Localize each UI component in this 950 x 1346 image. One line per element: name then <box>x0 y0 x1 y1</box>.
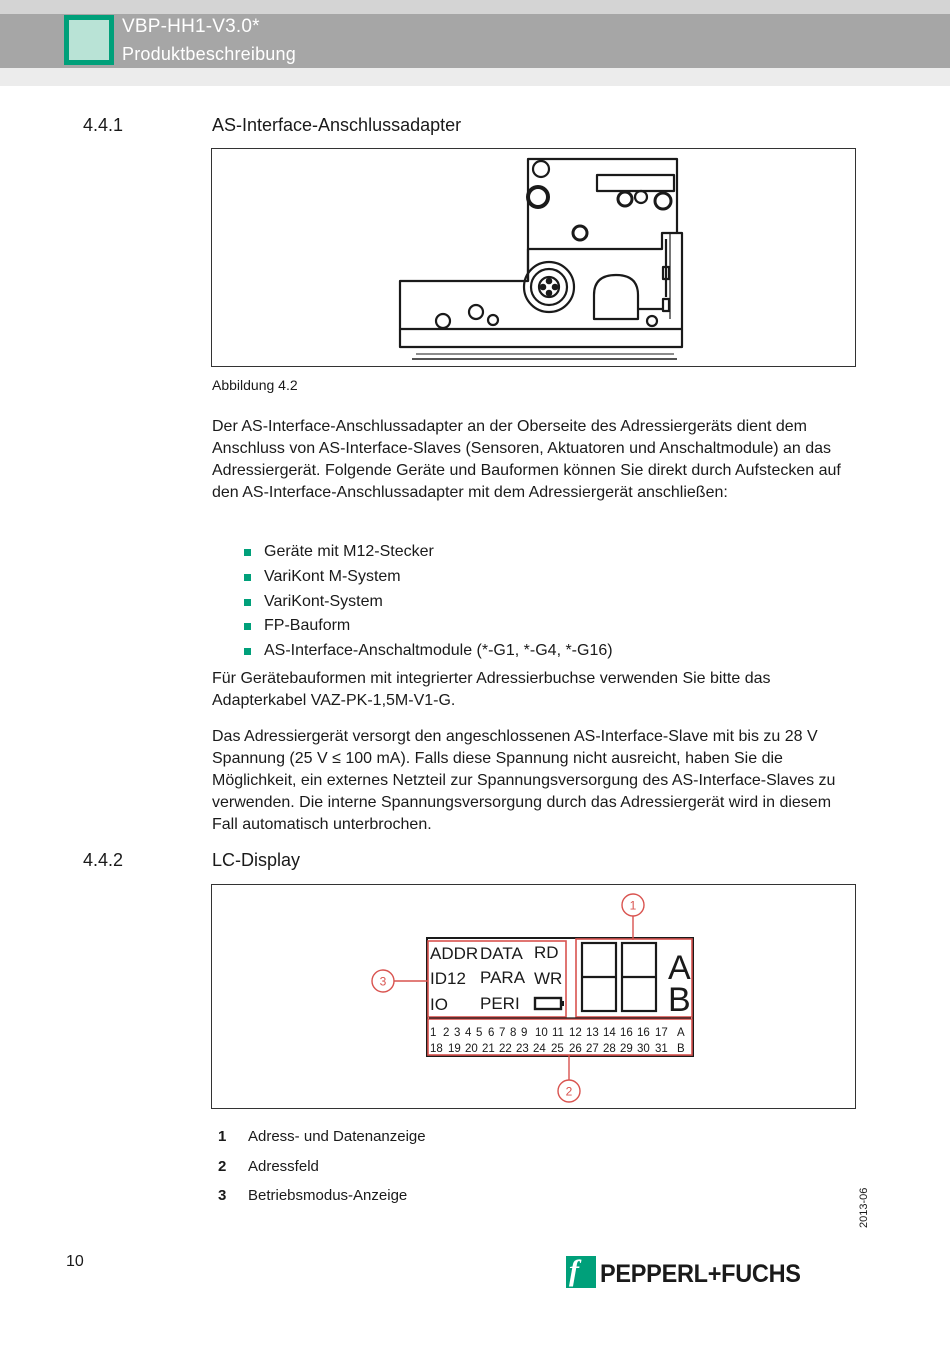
mode-label: PARA <box>480 968 526 987</box>
document-subtitle: Produktbeschreibung <box>122 44 296 64</box>
address-segment-label: 10 <box>535 1027 548 1039</box>
list-item: VariKont M-System <box>244 565 613 590</box>
segment-digit-1 <box>582 943 616 1011</box>
edition-date: 2013-06 <box>858 1187 870 1228</box>
paragraph-adapter-cable: Für Gerätebauformen mit integrierter Adressierbuchse verwenden Sie bitte das Adapterkabel VAZ-PK-1,5M-V1-G. <box>212 670 771 709</box>
list-item: AS-Interface-Anschaltmodule (*-G1, *-G4, *-G16) <box>244 639 613 664</box>
address-segment-label: B <box>677 1043 685 1055</box>
figure-caption: Abbildung 4.2 <box>212 377 298 393</box>
address-segment-label: 24 <box>533 1043 546 1055</box>
address-segment-label: 30 <box>637 1043 650 1055</box>
legend-item-3: 3 Betriebsmodus-Anzeige <box>218 1187 408 1204</box>
mode-label: WR <box>534 969 563 988</box>
address-segment-label: 1 <box>430 1027 437 1039</box>
header-top-stripe <box>0 0 950 14</box>
callout-3 <box>372 970 428 992</box>
bullet-square-icon <box>244 549 251 556</box>
lc-display-figure <box>211 884 856 1109</box>
mode-label: ADDR <box>430 944 479 963</box>
brand-mark-icon: f <box>566 1256 596 1288</box>
address-segment-label: 18 <box>430 1043 443 1055</box>
brand-name: PEPPERL+FUCHS <box>600 1260 801 1288</box>
legend-item-2: 2 Adressfeld <box>218 1158 319 1175</box>
bullet-square-icon <box>244 648 251 655</box>
bullet-square-icon <box>244 623 251 630</box>
page-number: 10 <box>66 1253 84 1270</box>
segment-letter-b: B <box>668 981 691 1019</box>
address-segment-label: 7 <box>499 1027 506 1039</box>
list-item: VariKont-System <box>244 590 613 615</box>
section-title-442: LC-Display <box>212 850 301 870</box>
address-segment-label: 17 <box>655 1027 668 1039</box>
lc-display-drawing <box>212 885 855 1108</box>
callout-number: 3 <box>379 974 387 989</box>
segment-letter-a: A <box>668 949 691 987</box>
paragraph-intro: Der AS-Interface-Anschlussadapter an der Oberseite des Adressiergeräts dient dem Anschluss von AS-Interface-Slaves (Sensoren, Aktuatoren und Anschaltmodule) an das Adressiergerät. Folgende Geräte und Bauformen können Sie direkt durch Aufstecken auf den AS-Interface-Anschlussadapter mit dem Adressiergerät anschließen: <box>212 418 841 501</box>
battery-icon <box>535 998 564 1009</box>
adapter-figure <box>211 148 856 367</box>
mode-label: IO <box>430 995 448 1014</box>
address-segment-label: 21 <box>482 1043 495 1055</box>
address-segment-label: 13 <box>586 1027 599 1039</box>
address-row-1 <box>430 1027 685 1039</box>
address-segment-label: 2 <box>443 1027 450 1039</box>
address-segment-label: 16 <box>637 1027 650 1039</box>
address-row-2 <box>430 1043 685 1055</box>
mode-label: ID12 <box>430 969 466 988</box>
list-item: FP-Bauform <box>244 614 613 639</box>
address-segment-label: 29 <box>620 1043 633 1055</box>
address-segment-label: 9 <box>521 1027 528 1039</box>
address-segment-label: 11 <box>552 1027 564 1039</box>
callout-number: 1 <box>629 898 637 913</box>
callout-number: 2 <box>565 1084 573 1099</box>
bullet-square-icon <box>244 574 251 581</box>
paragraph-power-supply: Das Adressiergerät versorgt den angeschlossenen AS-Interface-Slave mit bis zu 28 V Spannung (25 V ≤ 100 mA). Falls diese Spannung nicht ausreicht, haben Sie die Möglichkeit, ein externes Netzteil zur Spannungsversorgung des AS-Interface-Slaves zu verwenden. Die interne Spannungsversorgung durch das Adressiergerät wird in diesem Fall automatisch unterbrochen. <box>212 728 836 833</box>
address-segment-label: 12 <box>569 1027 582 1039</box>
address-segment-label: 3 <box>454 1027 461 1039</box>
address-segment-label: 25 <box>551 1043 564 1055</box>
section-title-441: AS-Interface-Anschlussadapter <box>212 115 462 135</box>
segment-digit-2 <box>622 943 656 1011</box>
mode-label: RD <box>534 943 559 962</box>
document-title: VBP-HH1-V3.0* <box>122 16 260 37</box>
address-segment-label: 14 <box>603 1027 616 1039</box>
legend-item-1: 1 Adress- und Datenanzeige <box>218 1128 426 1145</box>
address-segment-label: A <box>677 1027 685 1039</box>
address-segment-label: 22 <box>499 1043 512 1055</box>
address-segment-label: 23 <box>516 1043 529 1055</box>
device-list <box>244 540 613 664</box>
address-segment-label: 19 <box>448 1043 461 1055</box>
adapter-drawing <box>212 149 855 366</box>
address-segment-label: 8 <box>510 1027 517 1039</box>
page-header <box>0 0 950 86</box>
mode-label: PERI <box>480 994 520 1013</box>
callout-2 <box>558 1055 580 1102</box>
list-item: Geräte mit M12-Stecker <box>244 540 613 565</box>
header-bottom-stripe <box>0 68 950 86</box>
address-segment-label: 28 <box>603 1043 616 1055</box>
address-segment-label: 6 <box>488 1027 495 1039</box>
section-number-441: 4.4.1 <box>83 115 124 135</box>
mode-label: DATA <box>480 944 523 963</box>
section-number-442: 4.4.2 <box>83 850 124 870</box>
callout-1 <box>622 894 644 940</box>
address-segment-label: 20 <box>465 1043 478 1055</box>
bullet-square-icon <box>244 599 251 606</box>
address-segment-label: 5 <box>476 1027 483 1039</box>
address-segment-label: 31 <box>655 1043 668 1055</box>
address-segment-label: 4 <box>465 1027 472 1039</box>
address-segment-label: 27 <box>586 1043 599 1055</box>
address-segment-label: 16 <box>620 1027 633 1039</box>
address-segment-label: 26 <box>569 1043 582 1055</box>
header-logo-inner <box>69 20 109 60</box>
